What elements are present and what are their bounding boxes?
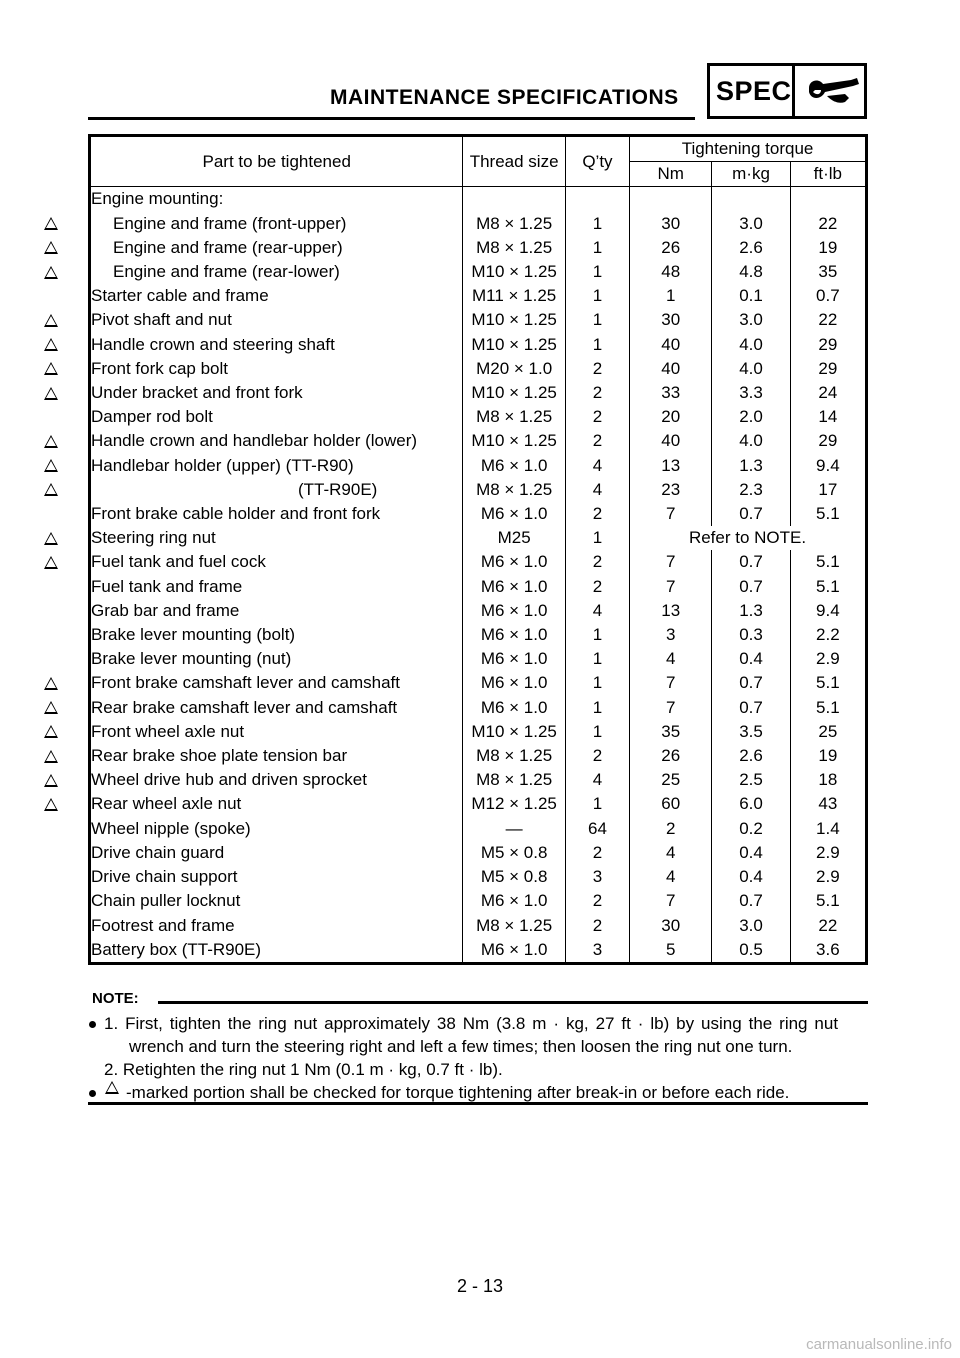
thread-cell: M8 × 1.25 bbox=[463, 914, 565, 938]
table-row bbox=[90, 550, 867, 574]
table-row bbox=[90, 405, 867, 429]
check-mark-icon bbox=[44, 338, 58, 351]
table-row bbox=[90, 212, 867, 236]
nm-cell: 33 bbox=[630, 381, 712, 405]
qty-cell: 2 bbox=[565, 889, 629, 913]
spec-label: SPEC bbox=[716, 76, 792, 106]
nm-cell: 7 bbox=[630, 550, 712, 574]
nm-cell: 3 bbox=[630, 623, 712, 647]
note-bullet bbox=[89, 1021, 96, 1028]
table-row bbox=[90, 454, 867, 478]
thread-cell: M8 × 1.25 bbox=[463, 744, 565, 768]
thread-cell: M8 × 1.25 bbox=[463, 768, 565, 792]
check-mark-icon bbox=[44, 266, 58, 279]
qty-cell: 1 bbox=[565, 623, 629, 647]
qty-cell: 3 bbox=[565, 938, 629, 964]
qty-cell: 1 bbox=[565, 647, 629, 671]
mkg-cell: 2.6 bbox=[712, 236, 790, 260]
check-mark-icon bbox=[44, 362, 58, 375]
table-row bbox=[90, 575, 867, 599]
ftlb-cell: 43 bbox=[790, 792, 866, 816]
ftlb-cell: 2.9 bbox=[790, 841, 866, 865]
ftlb-cell: 0.7 bbox=[790, 284, 866, 308]
mkg-cell: 3.0 bbox=[712, 308, 790, 332]
thread-cell: M6 × 1.0 bbox=[463, 623, 565, 647]
ftlb-cell: 19 bbox=[790, 744, 866, 768]
mkg-cell: 0.7 bbox=[712, 671, 790, 695]
qty-cell: 4 bbox=[565, 454, 629, 478]
check-mark-icon bbox=[44, 217, 58, 230]
part-cell: Front brake cable holder and front fork bbox=[91, 504, 381, 524]
check-mark-icon bbox=[44, 314, 58, 327]
table-row bbox=[90, 429, 867, 453]
mkg-cell: 3.3 bbox=[712, 381, 790, 405]
check-mark-icon bbox=[44, 483, 58, 496]
nm-cell: 25 bbox=[630, 768, 712, 792]
ftlb-cell: 9.4 bbox=[790, 599, 866, 623]
part-cell: Damper rod bolt bbox=[91, 407, 213, 427]
nm-cell: 7 bbox=[630, 575, 712, 599]
thread-cell bbox=[463, 187, 565, 212]
table-row bbox=[90, 526, 867, 550]
qty-cell: 2 bbox=[565, 550, 629, 574]
mkg-cell: 0.7 bbox=[712, 502, 790, 526]
part-cell: Grab bar and frame bbox=[91, 600, 240, 620]
note-line-3: 2. Retighten the ring nut 1 Nm (0.1 m · kg, 0.7 ft · lb). bbox=[104, 1060, 503, 1079]
mkg-cell: 2.6 bbox=[712, 744, 790, 768]
check-mark-icon bbox=[44, 774, 58, 787]
nm-cell: 7 bbox=[630, 502, 712, 526]
part-cell: (TT-R90E) bbox=[298, 479, 378, 499]
part-cell: Front fork cap bolt bbox=[91, 358, 229, 378]
mkg-cell: 4.0 bbox=[712, 333, 790, 357]
note-bullet bbox=[89, 1090, 96, 1097]
nm-cell: 2 bbox=[630, 817, 712, 841]
mkg-cell: 6.0 bbox=[712, 792, 790, 816]
ftlb-cell: 5.1 bbox=[790, 550, 866, 574]
qty-cell: 2 bbox=[565, 381, 629, 405]
ftlb-cell: 24 bbox=[790, 381, 866, 405]
mkg-cell: 0.7 bbox=[712, 575, 790, 599]
qty-cell: 2 bbox=[565, 357, 629, 381]
part-cell: Pivot shaft and nut bbox=[91, 310, 232, 330]
qty-cell: 1 bbox=[565, 236, 629, 260]
thread-cell: M10 × 1.25 bbox=[463, 308, 565, 332]
nm-cell: 1 bbox=[630, 284, 712, 308]
thread-cell: M6 × 1.0 bbox=[463, 696, 565, 720]
table-row bbox=[90, 696, 867, 720]
part-cell: Rear brake camshaft lever and camshaft bbox=[91, 697, 398, 717]
part-cell: Battery box (TT-R90E) bbox=[91, 939, 262, 959]
thread-cell: M6 × 1.0 bbox=[463, 550, 565, 574]
ftlb-cell: 5.1 bbox=[790, 671, 866, 695]
thread-cell: M10 × 1.25 bbox=[463, 429, 565, 453]
thread-cell: M10 × 1.25 bbox=[463, 381, 565, 405]
qty-cell: 1 bbox=[565, 526, 629, 550]
nm-cell: 20 bbox=[630, 405, 712, 429]
check-mark-icon bbox=[44, 387, 58, 400]
mkg-cell: 1.3 bbox=[712, 599, 790, 623]
mkg-cell: 0.4 bbox=[712, 841, 790, 865]
spec-badge bbox=[707, 63, 867, 119]
table-row bbox=[90, 914, 867, 938]
table-row bbox=[90, 599, 867, 623]
nm-cell: 7 bbox=[630, 696, 712, 720]
check-mark-icon bbox=[44, 677, 58, 690]
nm-cell: 60 bbox=[630, 792, 712, 816]
part-cell: Wheel drive hub and driven sprocket bbox=[91, 770, 367, 790]
header-torque: Tightening torque bbox=[630, 136, 867, 162]
ftlb-cell: 25 bbox=[790, 720, 866, 744]
nm-cell: 4 bbox=[630, 647, 712, 671]
table-row bbox=[90, 357, 867, 381]
thread-cell: M8 × 1.25 bbox=[463, 212, 565, 236]
part-cell: Fuel tank and fuel cock bbox=[91, 552, 266, 572]
note-top-rule bbox=[158, 1001, 868, 1004]
nm-cell: 4 bbox=[630, 865, 712, 889]
qty-cell: 2 bbox=[565, 841, 629, 865]
part-cell: Engine and frame (rear-upper) bbox=[113, 237, 343, 257]
nm-cell: 13 bbox=[630, 454, 712, 478]
mkg-cell: 0.7 bbox=[712, 696, 790, 720]
check-mark-icon bbox=[44, 532, 58, 545]
table-row bbox=[90, 284, 867, 308]
thread-cell: M6 × 1.0 bbox=[463, 454, 565, 478]
table-row bbox=[90, 260, 867, 284]
table-row bbox=[90, 333, 867, 357]
mkg-cell: 0.4 bbox=[712, 865, 790, 889]
mkg-cell: 2.5 bbox=[712, 768, 790, 792]
thread-cell: M8 × 1.25 bbox=[463, 478, 565, 502]
part-cell: Wheel nipple (spoke) bbox=[91, 818, 251, 838]
page-title: MAINTENANCE SPECIFICATIONS bbox=[330, 86, 679, 109]
part-cell: Under bracket and front fork bbox=[91, 383, 303, 403]
thread-cell: — bbox=[463, 817, 565, 841]
note-title: NOTE: bbox=[92, 990, 139, 1007]
ftlb-cell: 2.2 bbox=[790, 623, 866, 647]
ftlb-cell: 2.9 bbox=[790, 865, 866, 889]
nm-cell: 23 bbox=[630, 478, 712, 502]
note-line-1: 1. First, tighten the ring nut approximately 38 Nm (3.8 m · kg, 27 ft · lb) by using the ring nut bbox=[104, 1014, 839, 1033]
part-cell: Steering ring nut bbox=[91, 528, 216, 548]
part-cell: Drive chain guard bbox=[91, 842, 225, 862]
table-row bbox=[90, 187, 867, 212]
thread-cell: M6 × 1.0 bbox=[463, 599, 565, 623]
part-cell: Brake lever mounting (nut) bbox=[91, 649, 292, 669]
header-ftlb: ft·lb bbox=[790, 162, 866, 187]
check-mark-icon bbox=[44, 725, 58, 738]
note-line-4: -marked portion shall be checked for torque tightening after break-in or before each ride. bbox=[126, 1083, 790, 1102]
check-mark-icon bbox=[44, 701, 58, 714]
mkg-cell: 4.0 bbox=[712, 429, 790, 453]
note-bottom-rule bbox=[88, 1102, 868, 1105]
header-nm: Nm bbox=[630, 162, 712, 187]
qty-cell: 2 bbox=[565, 914, 629, 938]
thread-cell: M11 × 1.25 bbox=[463, 284, 565, 308]
qty-cell: 1 bbox=[565, 671, 629, 695]
table-row bbox=[90, 647, 867, 671]
ftlb-cell: 29 bbox=[790, 333, 866, 357]
watermark: carmanualsonline.info bbox=[806, 1336, 952, 1353]
nm-cell: 7 bbox=[630, 671, 712, 695]
ftlb-cell: 14 bbox=[790, 405, 866, 429]
part-cell: Front wheel axle nut bbox=[91, 721, 245, 741]
thread-cell: M6 × 1.0 bbox=[463, 575, 565, 599]
mkg-cell: 3.0 bbox=[712, 914, 790, 938]
nm-cell: 26 bbox=[630, 744, 712, 768]
nm-cell: 40 bbox=[630, 357, 712, 381]
thread-cell: M8 × 1.25 bbox=[463, 405, 565, 429]
thread-cell: M10 × 1.25 bbox=[463, 720, 565, 744]
thread-cell: M6 × 1.0 bbox=[463, 647, 565, 671]
mkg-cell: 0.5 bbox=[712, 938, 790, 964]
part-cell: Handle crown and handlebar holder (lower) bbox=[91, 431, 418, 451]
check-mark-icon bbox=[44, 435, 58, 448]
thread-cell: M6 × 1.0 bbox=[463, 502, 565, 526]
mkg-cell: 2.0 bbox=[712, 405, 790, 429]
thread-cell: M10 × 1.25 bbox=[463, 260, 565, 284]
ftlb-cell: 19 bbox=[790, 236, 866, 260]
ftlb-cell: 22 bbox=[790, 914, 866, 938]
check-mark-icon bbox=[44, 798, 58, 811]
part-cell: Footrest and frame bbox=[91, 915, 235, 935]
table-row bbox=[90, 841, 867, 865]
thread-cell: M25 bbox=[463, 526, 565, 550]
page-number: 2 - 13 bbox=[456, 1276, 504, 1296]
mkg-cell: 2.3 bbox=[712, 478, 790, 502]
ftlb-cell: 29 bbox=[790, 429, 866, 453]
ftlb-cell: 1.4 bbox=[790, 817, 866, 841]
thread-cell: M5 × 0.8 bbox=[463, 841, 565, 865]
qty-cell: 4 bbox=[565, 478, 629, 502]
nm-cell: 30 bbox=[630, 308, 712, 332]
ftlb-cell: 29 bbox=[790, 357, 866, 381]
table-row bbox=[90, 792, 867, 816]
header-part: Part to be tightened bbox=[90, 136, 463, 187]
ftlb-cell: 5.1 bbox=[790, 696, 866, 720]
table-row bbox=[90, 768, 867, 792]
thread-cell: M20 × 1.0 bbox=[463, 357, 565, 381]
mkg-cell: 4.0 bbox=[712, 357, 790, 381]
part-cell: Front brake camshaft lever and camshaft bbox=[91, 673, 400, 693]
table-row bbox=[90, 889, 867, 913]
mkg-cell: 0.2 bbox=[712, 817, 790, 841]
title-underline bbox=[88, 117, 695, 120]
part-cell: Engine mounting: bbox=[91, 189, 224, 209]
qty-cell: 64 bbox=[565, 817, 629, 841]
qty-cell: 3 bbox=[565, 865, 629, 889]
table-row bbox=[90, 744, 867, 768]
table-row bbox=[90, 720, 867, 744]
part-cell: Rear brake shoe plate tension bar bbox=[91, 746, 348, 766]
table-row bbox=[90, 817, 867, 841]
mkg-cell: 0.4 bbox=[712, 647, 790, 671]
check-mark-icon bbox=[44, 241, 58, 254]
qty-cell: 1 bbox=[565, 720, 629, 744]
check-mark-icon bbox=[44, 750, 58, 763]
ftlb-cell: 22 bbox=[790, 212, 866, 236]
table-row bbox=[90, 381, 867, 405]
ftlb-cell: 18 bbox=[790, 768, 866, 792]
mkg-cell: 0.7 bbox=[712, 550, 790, 574]
table-row bbox=[90, 236, 867, 260]
part-cell: Drive chain support bbox=[91, 867, 238, 887]
thread-cell: M5 × 0.8 bbox=[463, 865, 565, 889]
qty-cell: 1 bbox=[565, 284, 629, 308]
thread-cell: M6 × 1.0 bbox=[463, 938, 565, 964]
part-cell: Handlebar holder (upper) (TT-R90) bbox=[91, 455, 354, 475]
nm-cell: 35 bbox=[630, 720, 712, 744]
table-row bbox=[90, 478, 867, 502]
header-qty: Q’ty bbox=[565, 136, 629, 187]
nm-cell: 4 bbox=[630, 841, 712, 865]
nm-cell: 40 bbox=[630, 429, 712, 453]
thread-cell: M10 × 1.25 bbox=[463, 333, 565, 357]
qty-cell bbox=[565, 187, 629, 212]
refer-note-cell: Refer to NOTE. bbox=[630, 526, 867, 550]
ftlb-cell: 9.4 bbox=[790, 454, 866, 478]
check-mark-icon bbox=[44, 459, 58, 472]
part-cell: Engine and frame (rear-lower) bbox=[113, 262, 340, 282]
mkg-cell: 0.3 bbox=[712, 623, 790, 647]
mkg-cell: 3.0 bbox=[712, 212, 790, 236]
qty-cell: 2 bbox=[565, 744, 629, 768]
part-cell: Chain puller locknut bbox=[91, 891, 241, 911]
check-mark-icon bbox=[105, 1081, 119, 1094]
qty-cell: 1 bbox=[565, 260, 629, 284]
nm-cell: 7 bbox=[630, 889, 712, 913]
mkg-cell: 3.5 bbox=[712, 720, 790, 744]
ftlb-cell: 3.6 bbox=[790, 938, 866, 964]
qty-cell: 1 bbox=[565, 696, 629, 720]
table-row bbox=[90, 671, 867, 695]
ftlb-cell bbox=[790, 187, 866, 212]
qty-cell: 2 bbox=[565, 575, 629, 599]
mkg-cell bbox=[712, 187, 790, 212]
mkg-cell: 4.8 bbox=[712, 260, 790, 284]
note-line-2: wrench and turn the steering right and left a few times; then loosen the ring nut one turn. bbox=[129, 1037, 793, 1056]
nm-cell bbox=[630, 187, 712, 212]
header-thread: Thread size bbox=[463, 136, 565, 187]
ftlb-cell: 2.9 bbox=[790, 647, 866, 671]
table-row bbox=[90, 308, 867, 332]
qty-cell: 1 bbox=[565, 212, 629, 236]
thread-cell: M8 × 1.25 bbox=[463, 236, 565, 260]
thread-cell: M6 × 1.0 bbox=[463, 671, 565, 695]
ftlb-cell: 22 bbox=[790, 308, 866, 332]
part-cell: Rear wheel axle nut bbox=[91, 794, 242, 814]
ftlb-cell: 17 bbox=[790, 478, 866, 502]
nm-cell: 30 bbox=[630, 212, 712, 236]
table-row bbox=[90, 502, 867, 526]
spec-divider bbox=[792, 66, 795, 116]
part-cell: Engine and frame (front-upper) bbox=[113, 213, 347, 233]
qty-cell: 2 bbox=[565, 502, 629, 526]
qty-cell: 2 bbox=[565, 405, 629, 429]
ftlb-cell: 5.1 bbox=[790, 889, 866, 913]
qty-cell: 4 bbox=[565, 599, 629, 623]
table-row bbox=[90, 865, 867, 889]
table-row bbox=[90, 623, 867, 647]
qty-cell: 4 bbox=[565, 768, 629, 792]
qty-cell: 2 bbox=[565, 429, 629, 453]
part-cell: Brake lever mounting (bolt) bbox=[91, 625, 296, 645]
mkg-cell: 0.7 bbox=[712, 889, 790, 913]
torque-spec-table bbox=[88, 134, 868, 965]
nm-cell: 40 bbox=[630, 333, 712, 357]
nm-cell: 5 bbox=[630, 938, 712, 964]
table-row bbox=[90, 938, 867, 964]
qty-cell: 1 bbox=[565, 333, 629, 357]
mkg-cell: 0.1 bbox=[712, 284, 790, 308]
mkg-cell: 1.3 bbox=[712, 454, 790, 478]
thread-cell: M12 × 1.25 bbox=[463, 792, 565, 816]
check-mark-icon bbox=[44, 556, 58, 569]
ftlb-cell: 35 bbox=[790, 260, 866, 284]
header-mkg: m·kg bbox=[712, 162, 790, 187]
ftlb-cell: 5.1 bbox=[790, 575, 866, 599]
part-cell: Starter cable and frame bbox=[91, 286, 269, 306]
nm-cell: 48 bbox=[630, 260, 712, 284]
nm-cell: 26 bbox=[630, 236, 712, 260]
wrench-icon bbox=[805, 74, 861, 110]
thread-cell: M6 × 1.0 bbox=[463, 889, 565, 913]
nm-cell: 30 bbox=[630, 914, 712, 938]
qty-cell: 1 bbox=[565, 792, 629, 816]
qty-cell: 1 bbox=[565, 308, 629, 332]
part-cell: Handle crown and steering shaft bbox=[91, 334, 335, 354]
ftlb-cell: 5.1 bbox=[790, 502, 866, 526]
nm-cell: 13 bbox=[630, 599, 712, 623]
part-cell: Fuel tank and frame bbox=[91, 576, 243, 596]
